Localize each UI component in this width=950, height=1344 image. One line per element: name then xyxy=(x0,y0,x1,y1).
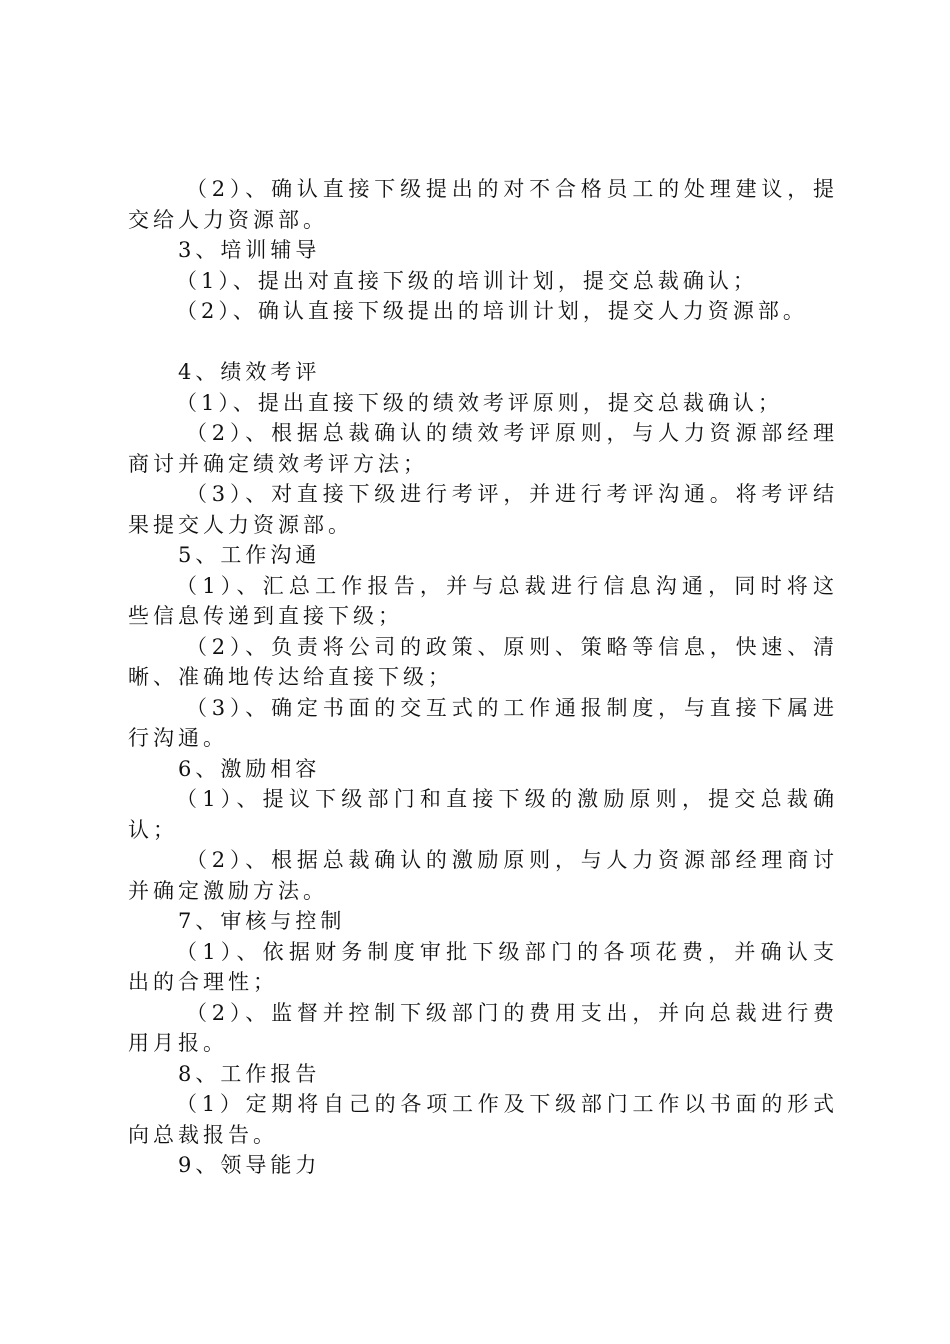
paragraph-line: 行沟通。 xyxy=(128,726,228,750)
paragraph-line: （1）、依据财务制度审批下级部门的各项花费，并确认支 xyxy=(176,939,834,964)
paragraph-line: （1）、提出对直接下级的培训计划，提交总裁确认； xyxy=(176,268,758,293)
paragraph-line: （1）、提议下级部门和直接下级的激励原则，提交总裁确 xyxy=(176,787,834,811)
paragraph-line: （2）、负责将公司的政策、原则、策略等信息，快速、清 xyxy=(186,634,834,659)
section-heading: 8、工作报告 xyxy=(178,1061,321,1086)
section-heading: 5、工作沟通 xyxy=(178,543,321,567)
paragraph-line: 认； xyxy=(128,817,178,842)
paragraph-line: （2）、监督并控制下级部门的费用支出，并向总裁进行费 xyxy=(186,1000,834,1025)
paragraph-line: （3）、对直接下级进行考评，并进行考评沟通。将考评结 xyxy=(186,482,834,506)
paragraph-line: 并确定激励方法。 xyxy=(128,878,328,903)
paragraph-line: （1）、汇总工作报告，并与总裁进行信息沟通，同时将这 xyxy=(176,573,834,598)
paragraph-line: （2）、根据总裁确认的绩效考评原则，与人力资源部经理 xyxy=(186,421,834,445)
document-body xyxy=(128,174,834,1181)
paragraph-line: （2）、根据总裁确认的激励原则，与人力资源部经理商讨 xyxy=(186,848,834,872)
paragraph-line: （2）、确认直接下级提出的对不合格员工的处理建议，提 xyxy=(186,177,834,201)
paragraph-line: 果提交人力资源部。 xyxy=(128,512,353,537)
paragraph-line: 商讨并确定绩效考评方法； xyxy=(128,451,428,476)
blank-line xyxy=(128,327,834,358)
paragraph-line: （3）、确定书面的交互式的工作通报制度，与直接下属进 xyxy=(186,695,834,720)
section-heading: 7、审核与控制 xyxy=(178,909,346,933)
section-heading: 4、绩效考评 xyxy=(178,360,321,384)
paragraph-line: 些信息传递到直接下级； xyxy=(128,604,403,628)
section-heading: 6、激励相容 xyxy=(178,756,321,781)
section-heading: 9、领导能力 xyxy=(178,1153,321,1177)
paragraph-line: 晰、准确地传达给直接下级； xyxy=(128,665,453,689)
section-heading: 3、培训辅导 xyxy=(178,238,321,262)
paragraph-line: 用月报。 xyxy=(128,1031,228,1055)
paragraph-line: 向总裁报告。 xyxy=(128,1122,278,1147)
paragraph-line: 出的合理性； xyxy=(128,970,278,994)
paragraph-line: 交给人力资源部。 xyxy=(128,207,328,232)
paragraph-line: （1）、提出直接下级的绩效考评原则，提交总裁确认； xyxy=(176,390,783,415)
paragraph-line: （1）定期将自己的各项工作及下级部门工作以书面的形式 xyxy=(176,1092,834,1116)
paragraph-line: （2）、确认直接下级提出的培训计划，提交人力资源部。 xyxy=(176,299,808,323)
